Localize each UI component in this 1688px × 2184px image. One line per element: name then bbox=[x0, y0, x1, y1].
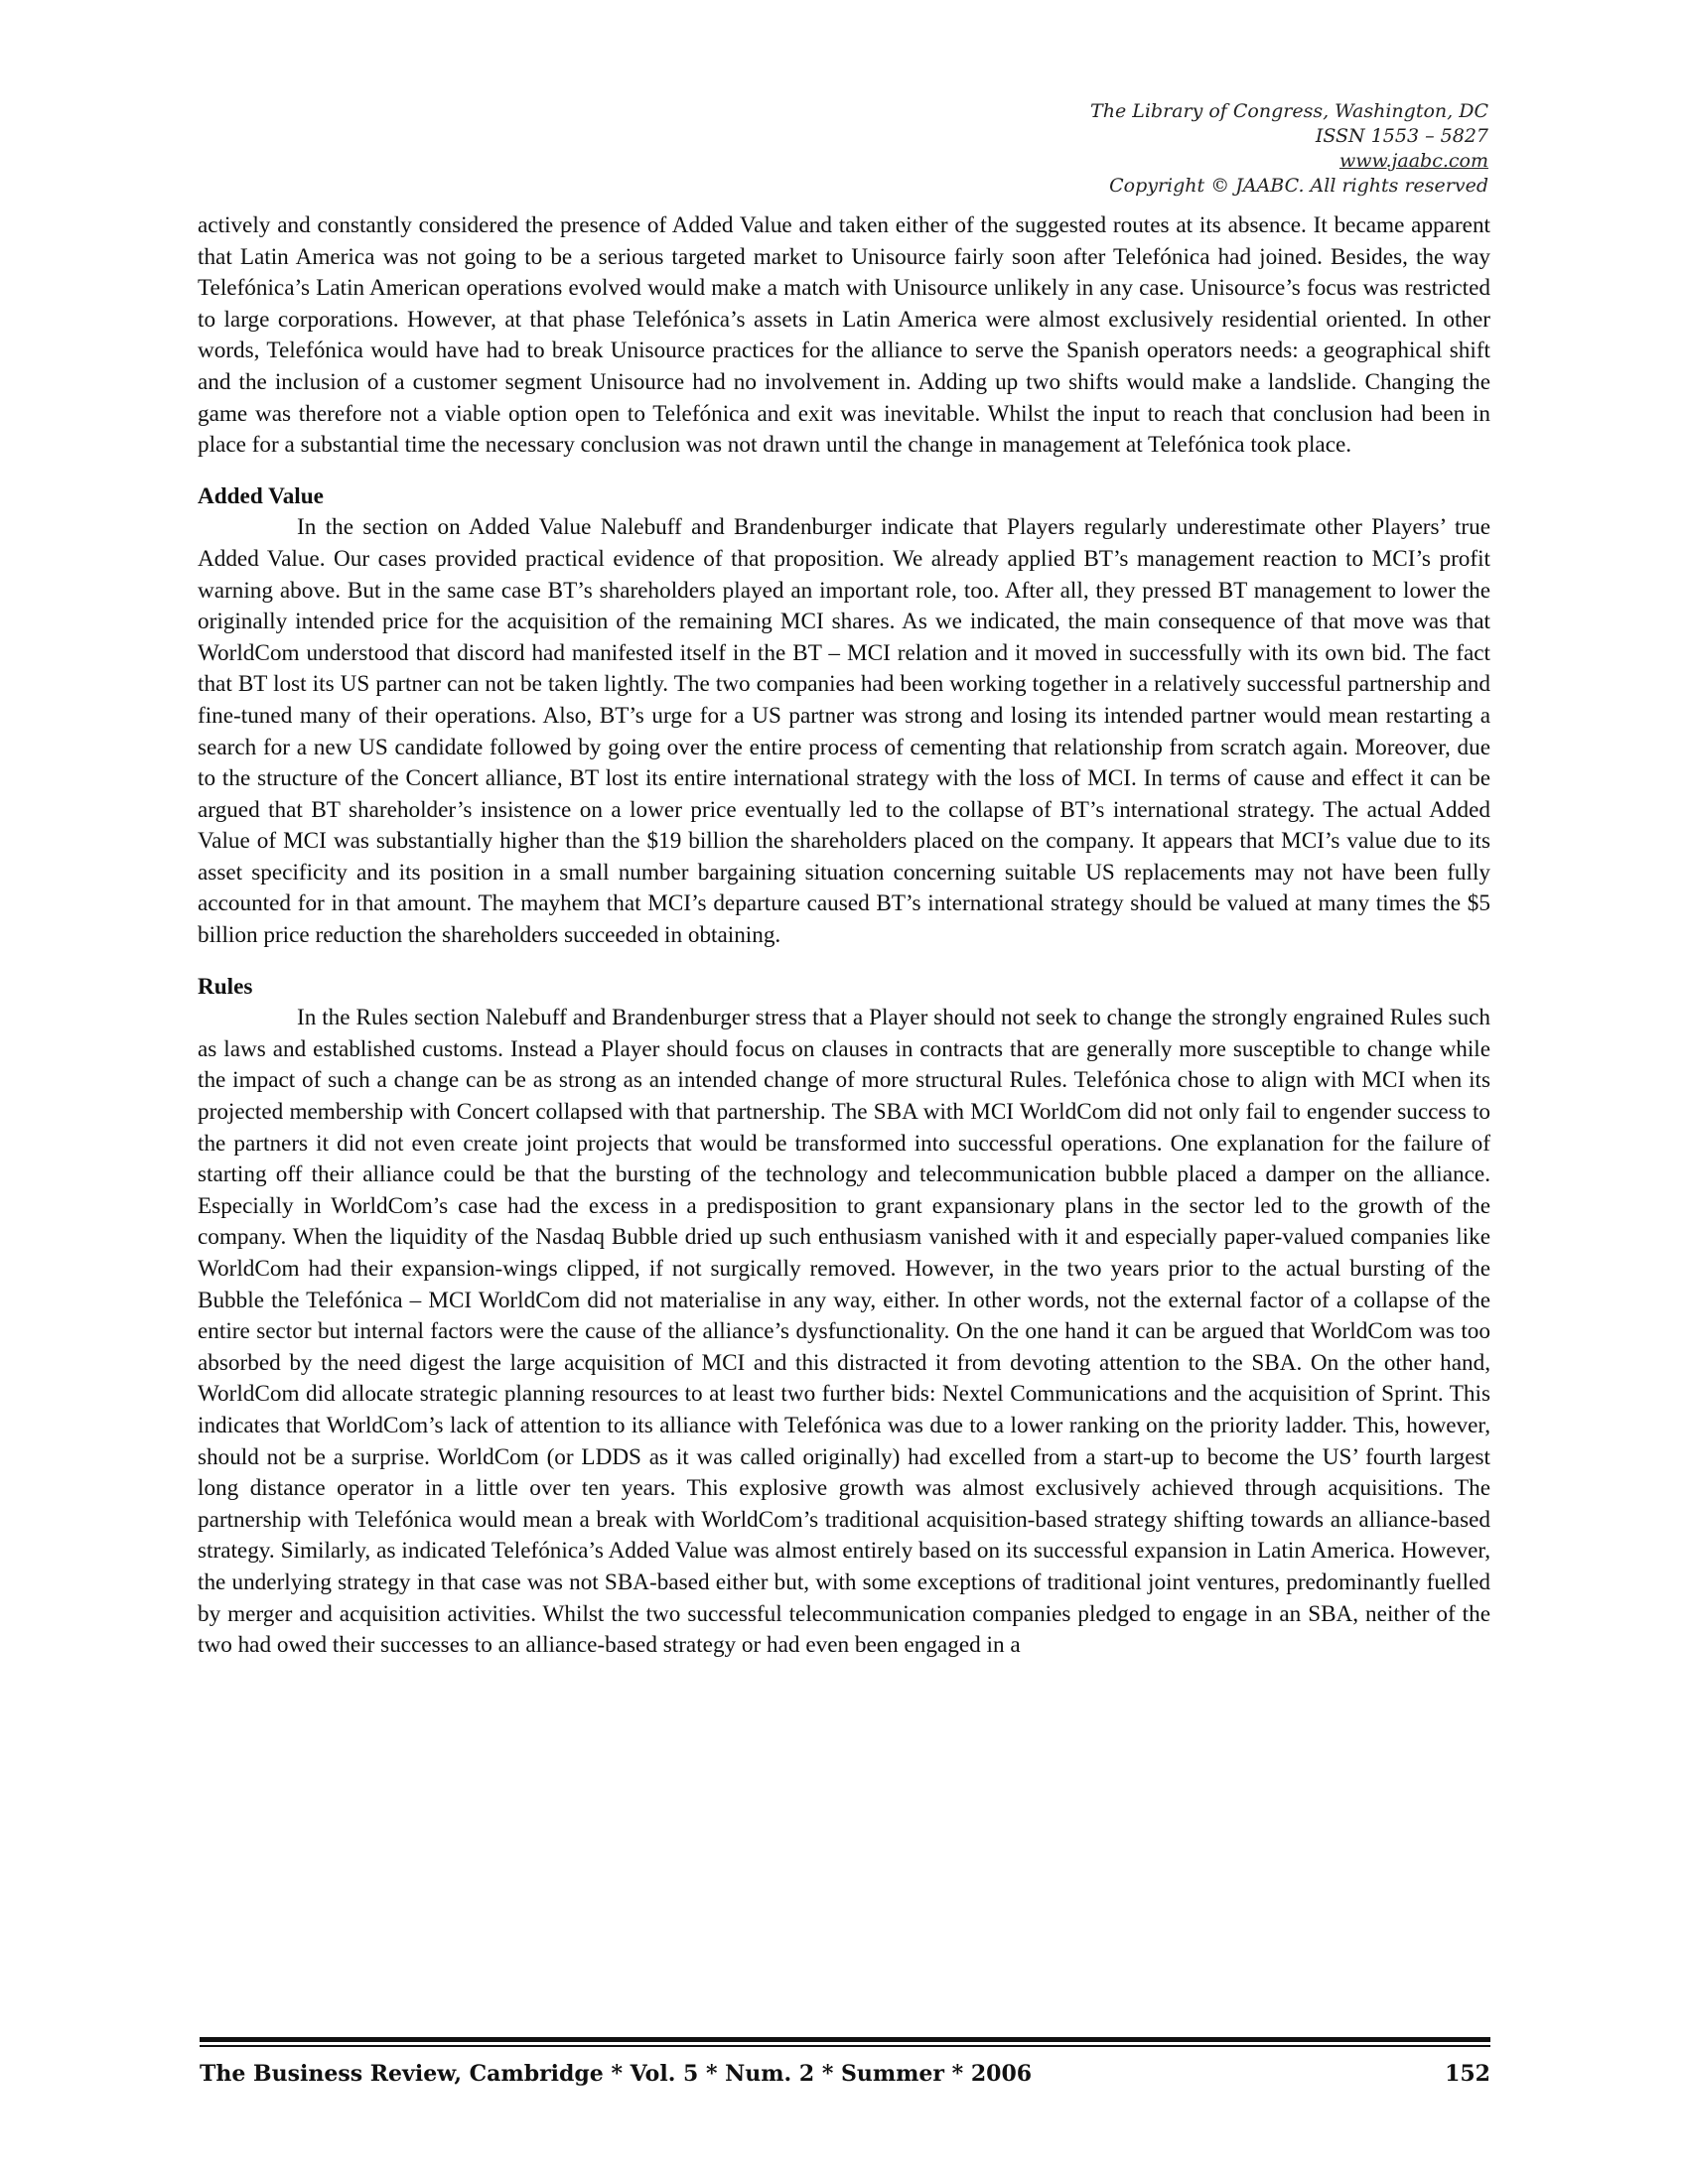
website-link[interactable]: www.jaabc.com bbox=[1338, 150, 1488, 172]
rules-paragraph: In the Rules section Nalebuff and Brandenburger stress that a Player should not seek to change the strongly engrained Rules such as laws and established customs. Instead a Player should focus on clauses in contracts that are generally more susceptible to change while the impact of such a change can be as strong as an intended change of more structural Rules. Telefónica chose to align with MCI when its projected membership with Concert collapsed with that partnership. The SBA with MCI WorldCom did not only fail to engender success to the partners it did not even create joint projects that would be transformed into successful operations. One explanation for the failure of starting off their alliance could be that the bursting of the technology and telecommunication bubble placed a damper on the alliance. Especially in WorldCom’s case had the excess in a predisposition to grant expansionary plans in the sector led to the growth of the company. When the liquidity of the Nasdaq Bubble dried up such enthusiasm vanished with it and especially paper-valued companies like WorldCom had their expansion-wings clipped, if not surgically removed. However, in the two years prior to the actual bursting of the Bubble the Telefónica – MCI WorldCom did not materialise in any way, either. In other words, not the external factor of a collapse of the entire sector but internal factors were the cause of the alliance’s dysfunctionality. On the one hand it can be argued that WorldCom was too absorbed by the need digest the large acquisition of MCI and this distracted it from devoting attention to the SBA. On the other hand, WorldCom did allocate strategic planning resources to at least two further bids: Nextel Communications and the acquisition of Sprint. This indicates that WorldCom’s lack of attention to its alliance with Telefónica was due to a lower ranking on the priority ladder. This, however, should not be a surprise. WorldCom (or LDDS as it was called originally) had excelled from a start-up to become the US’ fourth largest long distance operator in a little over ten years. This explosive growth was almost exclusively achieved through acquisitions. The partnership with Telefónica would mean a break with WorldCom’s traditional acquisition-based strategy shifting towards an alliance-based strategy. Similarly, as indicated Telefónica’s Added Value was almost entirely based on its successful expansion in Latin America. However, the underlying strategy in that case was not SBA-based either but, with some exceptions of traditional joint ventures, predominantly fuelled by merger and acquisition activities. Whilst the two successful telecommunication companies pledged to engage in an SBA, neither of the two had owed their successes to an alliance-based strategy or had even been engaged in a bbox=[198, 1005, 1490, 1659]
added-value-paragraph: In the section on Added Value Nalebuff and Brandenburger indicate that Players regularly underestimate other Players’ true Added Value. Our cases provided practical evidence of that proposition. We already applied BT’s management reaction to MCI’s profit warning above. But in the same case BT’s shareholders played an important role, too. After all, they pressed BT management to lower the originally intended price for the acquisition of the remaining MCI shares. As we indicated, the main consequence of that move was that WorldCom understood that discord had manifested itself in the BT – MCI relation and it moved in successfully with its own bid. The fact that BT lost its US partner can not be taken lightly. The two companies had been working together in a relatively successful partnership and fine-tuned many of their operations. Also, BT’s urge for a US partner was strong and losing its intended partner would mean restarting a search for a new US candidate followed by going over the entire process of cementing that relationship from scratch again. Moreover, due to the structure of the Concert alliance, BT lost its entire international strategy with the loss of MCI. In terms of cause and effect it can be argued that BT shareholder’s insistence on a lower price eventually led to the collapse of BT’s international strategy. The actual Added Value of MCI was substantially higher than the $19 billion the shareholders placed on the company. It appears that MCI’s value due to its asset specificity and its position in a small number bargaining situation concerning suitable US replacements may not have been fully accounted for in that amount. The mayhem that MCI’s departure caused BT’s international strategy should be valued at many times the $5 billion price reduction the shareholders succeeded in obtaining. bbox=[198, 514, 1490, 949]
page-header bbox=[1090, 99, 1488, 199]
article-body bbox=[198, 210, 1490, 1662]
footer-rule-thin bbox=[200, 2045, 1490, 2047]
section-heading-rules: Rules bbox=[198, 973, 253, 1000]
publisher-line: The Library of Congress, Washington, DC bbox=[1090, 100, 1488, 122]
footer-rule-thick bbox=[200, 2037, 1490, 2042]
section-heading-added-value: Added Value bbox=[198, 482, 324, 509]
intro-paragraph: actively and constantly considered the presence of Added Value and taken either of the suggested routes at its absence. It became apparent that Latin America was not going to be a serious targeted market to Unisource fairly soon after Telefónica had joined. Besides, the way Telefónica’s Latin American operations evolved would make a match with Unisource unlikely in any case. Unisource’s focus was restricted to large corporations. However, at that phase Telefónica’s assets in Latin America were almost exclusively residential oriented. In other words, Telefónica would have had to break Unisource practices for the alliance to serve the Spanish operators needs: a geographical shift and the inclusion of a customer segment Unisource had no involvement in. Adding up two shifts would make a landslide. Changing the game was therefore not a viable option open to Telefónica and exit was inevitable. Whilst the input to reach that conclusion had been in place for a substantial time the necessary conclusion was not drawn until the change in management at Telefónica took place. bbox=[198, 212, 1490, 459]
page-number: 152 bbox=[1445, 2061, 1490, 2087]
issn-line: ISSN 1553 – 5827 bbox=[1315, 125, 1488, 147]
section-gap bbox=[198, 462, 1490, 481]
section-gap bbox=[198, 952, 1490, 972]
copyright-line: Copyright © JAABC. All rights reserved bbox=[1109, 175, 1488, 197]
journal-citation: The Business Review, Cambridge * Vol. 5 * Num. 2 * Summer * 2006 bbox=[200, 2061, 1033, 2087]
